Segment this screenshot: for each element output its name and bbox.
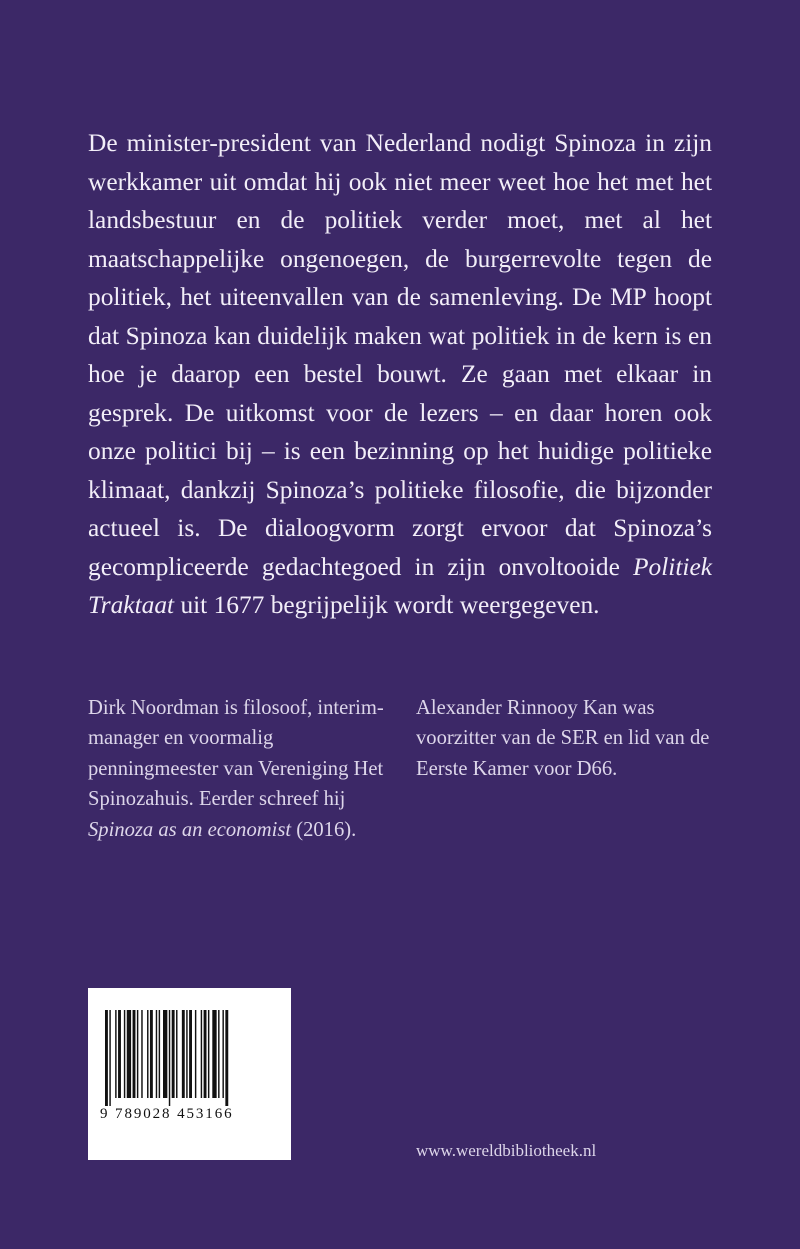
barcode-box [88,988,291,1160]
barcode-bar [141,1010,142,1098]
bio-rinnooy-kan-text: Alexander Rinnooy Kan was voorzitter van de SER en lid van de Eerste Kamer voor D66. [416,697,710,780]
barcode-bar [195,1010,196,1098]
barcode-bar [150,1010,153,1098]
barcode-bar [186,1010,187,1098]
barcode-bar [222,1010,223,1098]
blurb-text: De minister-president van Nederland nodigt Spinoza in zijn werkkamer uit omdat hij ook niet meer weet hoe het met het landsbestuur en de politiek verder moet, met al het maatschappelijke ongenoegen, de burgerrevolte tegen de politiek, het uiteenvallen van de samenleving. De MP hoopt dat Spinoza kan duidelijk maken wat politiek in de kern is en hoe je daarop een bestel bouwt. Ze gaan met elkaar in gesprek. De uitkomst voor de lezers – en daar horen ook onze politici bij – is een bezinning op het huidige politieke klimaat, dankzij Spinoza’s politieke filosofie, die bijzonder actueel is. De dialoogvorm zorgt ervoor dat Spinoza’s gecompliceerde gedachtegoed in zijn onvoltooide [88,129,712,581]
author-bio-noordman [88,693,388,845]
barcode-bar [201,1010,202,1098]
barcode-bar [147,1010,148,1098]
barcode-bar [204,1010,207,1098]
barcode-bar [169,1010,170,1106]
barcode-bar [156,1010,157,1098]
barcode-bar [105,1010,108,1106]
author-bio-rinnooy-kan [416,693,716,784]
barcode-bar [115,1010,116,1098]
bio-noordman-text: Dirk Noordman is filosoof, interim-manager en voormalig penningmeester van Vereniging Het Spinozahuis. Eerder schreef hij [88,697,384,811]
blurb-text-end: uit 1677 begrijpelijk wordt weergegeven. [180,591,600,619]
barcode-bar [118,1010,121,1098]
bio-noordman-book-title: Spinoza as an economist [88,818,292,841]
barcode-icon [103,1010,277,1106]
barcode-bar [133,1010,136,1098]
barcode-bar [127,1010,131,1098]
barcode-bar [218,1010,219,1098]
barcode-bar [212,1010,216,1098]
barcode-bar [176,1010,177,1098]
isbn-number: 9 789028 453166 [100,1106,234,1122]
barcode-bar [182,1010,185,1098]
blurb-book-title: Politiek Traktaat [88,552,712,619]
bio-noordman-year: (2016). [296,818,357,841]
blurb-paragraph [88,124,712,625]
barcode-bar [159,1010,160,1098]
barcode-bar [225,1010,228,1106]
barcode-bar [109,1010,110,1106]
barcode-bar [208,1010,209,1098]
publisher-website[interactable]: www.wereldbibliotheek.nl [416,1141,597,1160]
barcode-bar [137,1010,138,1098]
barcode-bar [163,1010,167,1098]
barcode-bar [124,1010,125,1098]
barcode-bar [189,1010,192,1098]
barcode-bar [172,1010,175,1098]
